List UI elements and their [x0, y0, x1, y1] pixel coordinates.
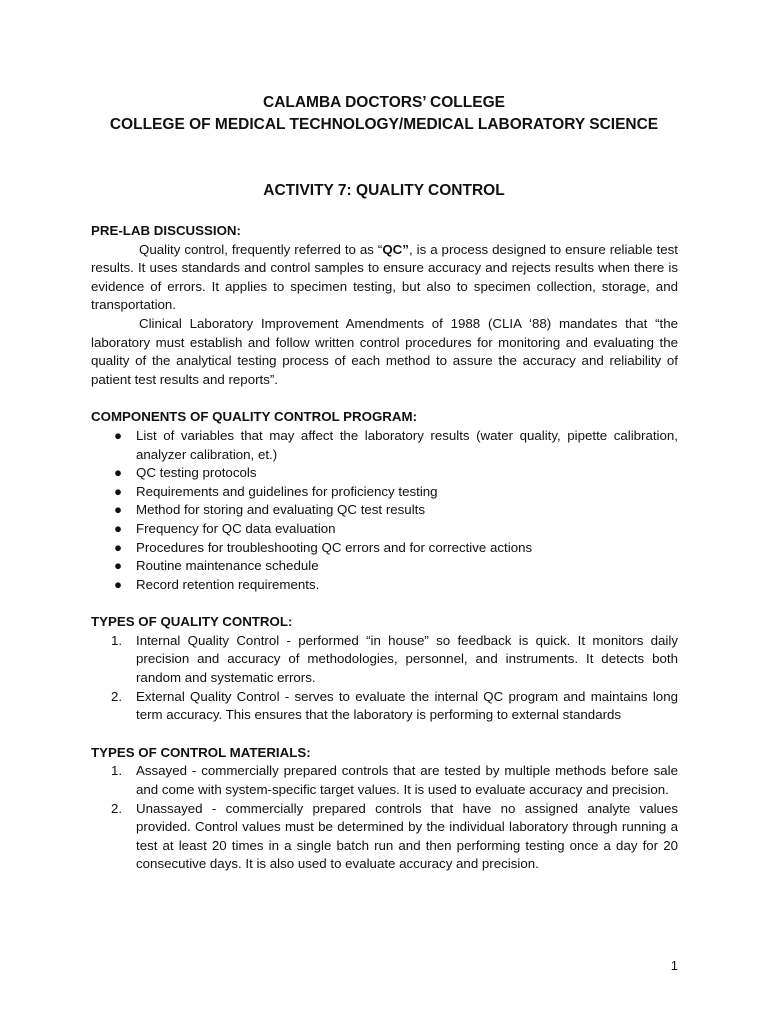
list-item	[91, 632, 678, 688]
department-name: COLLEGE OF MEDICAL TECHNOLOGY/MEDICAL LABORATORY SCIENCE	[109, 116, 659, 133]
list-item	[91, 576, 678, 595]
list-item	[91, 520, 678, 539]
list-item-text: Requirements and guidelines for proficiency testing	[136, 483, 438, 499]
list-item	[91, 688, 678, 725]
list-item	[91, 557, 678, 576]
components-list	[91, 427, 678, 594]
bullet-icon: ●	[114, 465, 123, 481]
activity-title: ACTIVITY 7: QUALITY CONTROL	[263, 182, 505, 199]
list-number: 1.	[111, 632, 123, 648]
bullet-icon: ●	[114, 539, 123, 555]
prelab-p1-text-a: Quality control, frequently referred to as “	[139, 241, 383, 257]
control-materials-list	[91, 762, 678, 874]
list-number: 2.	[111, 688, 123, 704]
list-item	[91, 762, 678, 799]
list-item	[91, 800, 678, 874]
qc-types-heading: TYPES OF QUALITY CONTROL:	[91, 614, 293, 630]
list-item	[91, 464, 678, 483]
list-number: 2.	[111, 800, 123, 816]
list-number: 1.	[111, 763, 123, 779]
bullet-icon: ●	[114, 502, 123, 518]
components-heading: COMPONENTS OF QUALITY CONTROL PROGRAM:	[91, 409, 418, 425]
list-item	[91, 501, 678, 520]
college-name: CALAMBA DOCTORS’ COLLEGE	[263, 94, 505, 111]
list-item-text: Assayed - commercially prepared controls that are tested by multiple methods before sale and come with system-specific target values. It is used to evaluate accuracy and precision.	[136, 763, 678, 798]
bullet-icon: ●	[114, 576, 123, 592]
qc-types-list	[91, 632, 678, 725]
bullet-icon: ●	[114, 483, 123, 499]
prelab-heading: PRE-LAB DISCUSSION:	[91, 223, 241, 238]
qc-term: QC”	[382, 241, 409, 257]
list-item	[91, 539, 678, 558]
prelab-paragraph-2: Clinical Laboratory Improvement Amendments of 1988 (CLIA ‘88) mandates that “the laboratory must establish and follow written control procedures for monitoring and evaluating the quality of the analytical testing process of each method to assure the accuracy and reliability of patient test results and reports”.	[91, 315, 678, 387]
list-item-text: Record retention requirements.	[136, 576, 320, 592]
list-item-text: Frequency for QC data evaluation	[136, 520, 336, 536]
list-item	[91, 427, 678, 464]
list-item-text: Unassayed - commercially prepared controls that have no assigned analyte values provided. Control values must be determined by the individual laboratory through running a test at least 20 times in a single batch run and then performing testing once a day for 20 consecutive days. It is also used to evaluate accuracy and precision.	[136, 800, 678, 872]
bullet-icon: ●	[114, 427, 123, 443]
list-item-text: List of variables that may affect the laboratory results (water quality, pipette calibration, analyzer calibration, et.)	[136, 427, 678, 462]
bullet-icon: ●	[114, 558, 123, 574]
list-item-text: Internal Quality Control - performed “in house” so feedback is quick. It monitors daily precision and accuracy of methodologies, personnel, and instruments. It detects both random and systematic errors.	[136, 632, 678, 686]
list-item-text: Method for storing and evaluating QC test results	[136, 502, 425, 518]
list-item-text: Routine maintenance schedule	[136, 558, 319, 574]
list-item-text: QC testing protocols	[136, 465, 257, 481]
list-item-text: Procedures for troubleshooting QC errors and for corrective actions	[136, 539, 533, 555]
prelab-p1-text-b: , is a process designed to ensure reliable test results. It uses standards and control samples to ensure accuracy and rejects results when there is evidence of errors. It applies to specimen testing, but also to specimen collection, storage, and transportation.	[91, 241, 679, 313]
document-body	[91, 222, 678, 874]
list-item-text: External Quality Control - serves to evaluate the internal QC program and maintains long term accuracy. This ensures that the laboratory is performing to external standards	[136, 688, 678, 723]
list-item	[91, 483, 678, 502]
control-materials-heading: TYPES OF CONTROL MATERIALS:	[91, 744, 311, 760]
prelab-paragraph-1	[91, 241, 678, 315]
bullet-icon: ●	[114, 520, 123, 536]
page-number: 1	[670, 958, 678, 973]
